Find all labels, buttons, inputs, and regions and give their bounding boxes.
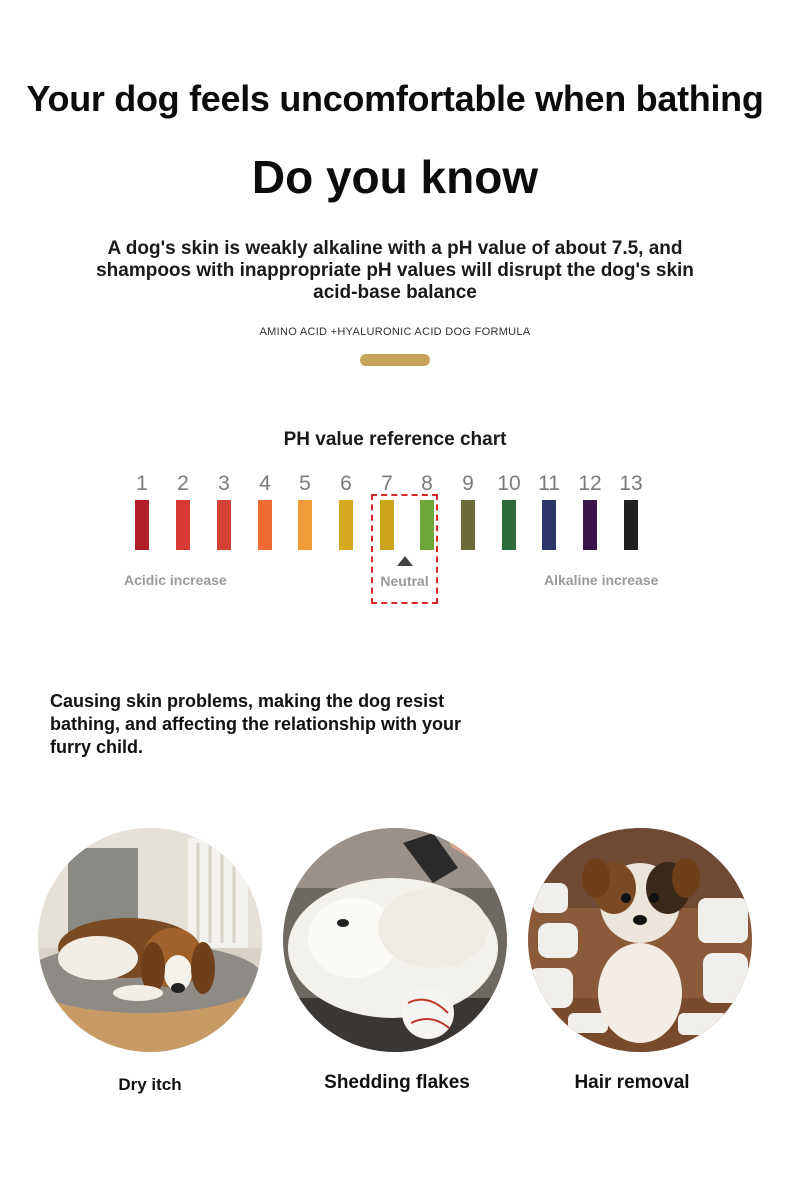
caption-hair-removal: Hair removal — [574, 1072, 690, 1093]
ph-color-bar-2 — [176, 500, 190, 550]
ph-number-6: 6 — [340, 472, 352, 495]
alkaline-label: Alkaline increase — [544, 572, 659, 588]
problem-text: Causing skin problems, making the dog resist bathing, and affecting the relationship with your furry child. — [50, 691, 462, 757]
triangle-up-icon — [397, 556, 413, 566]
ph-color-bar-5 — [298, 500, 312, 550]
ph-chart-title: PH value reference chart — [283, 429, 507, 450]
ph-color-bar-1 — [135, 500, 149, 550]
ph-number-1: 1 — [136, 472, 148, 495]
terrier-sitting-photo — [528, 828, 752, 1052]
ph-color-bar-9 — [461, 500, 475, 550]
formula-label: AMINO ACID +HYALURONIC ACID DOG FORMULA — [259, 326, 531, 338]
caption-dry-itch: Dry itch — [118, 1075, 182, 1094]
ph-number-3: 3 — [218, 472, 230, 495]
ph-color-bar-3 — [217, 500, 231, 550]
ph-number-11: 11 — [538, 472, 560, 495]
ph-number-2: 2 — [177, 472, 189, 495]
page-headline: Your dog feels uncomfortable when bathing — [26, 78, 764, 119]
page-subheading: Do you know — [251, 151, 539, 203]
ph-number-7: 7 — [381, 472, 393, 495]
acidic-label: Acidic increase — [124, 572, 227, 588]
ph-number-5: 5 — [299, 472, 311, 495]
ph-number-10: 10 — [497, 472, 521, 495]
ph-color-bar-12 — [583, 500, 597, 550]
ph-number-8: 8 — [421, 472, 433, 495]
ph-number-9: 9 — [462, 472, 474, 495]
ph-number-13: 13 — [619, 472, 643, 495]
gold-divider — [360, 354, 430, 366]
intro-text: A dog's skin is weakly alkaline with a pH value of about 7.5, and shampoos with inappropriate pH values will disrupt the dog's skin acid-base balance — [96, 238, 694, 303]
beagle-lying-photo — [38, 828, 262, 1052]
neutral-label: Neutral — [380, 573, 429, 589]
ph-color-bar-13 — [624, 500, 638, 550]
ph-color-bar-4 — [258, 500, 272, 550]
white-dog-brushing-photo — [283, 828, 507, 1052]
caption-shedding-flakes: Shedding flakes — [324, 1072, 470, 1093]
ph-number-12: 12 — [578, 472, 602, 495]
ph-color-bar-11 — [542, 500, 556, 550]
ph-color-bar-6 — [339, 500, 353, 550]
ph-number-4: 4 — [259, 472, 271, 495]
ph-color-bar-10 — [502, 500, 516, 550]
